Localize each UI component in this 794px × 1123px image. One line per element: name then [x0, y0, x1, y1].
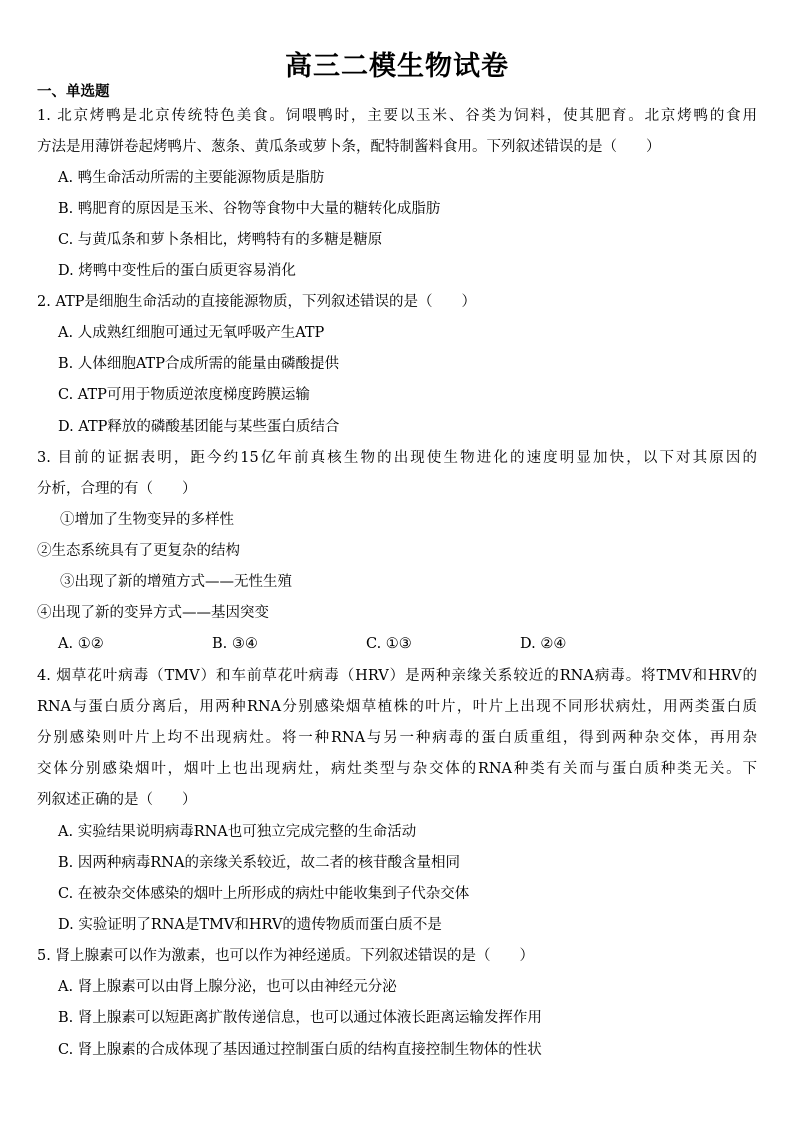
q1-option-b: B. 鸭肥育的原因是玉米、谷物等食物中大量的糖转化成脂肪: [58, 201, 441, 217]
q2-option-b: B. 人体细胞ATP合成所需的能量由磷酸提供: [58, 356, 339, 372]
q3-statement-1: ①增加了生物变异的多样性: [60, 512, 234, 528]
q4-option-c: C. 在被杂交体感染的烟叶上所形成的病灶中能收集到子代杂交体: [58, 886, 470, 902]
q2-stem-line1: 2. ATP是细胞生命活动的直接能源物质，下列叙述错误的是（ ）: [37, 294, 477, 310]
q4-stem-line2: RNA与蛋白质分离后，用两种RNA分别感染烟草植株的叶片，叶片上出现不同形状病灶，用两类蛋白质: [37, 699, 757, 715]
q3-stem-line1: 3. 目前的证据表明，距今约15亿年前真核生物的出现使生物进化的速度明显加快，以下对其原因的: [37, 450, 757, 466]
q4-stem-line1: 4. 烟草花叶病毒（TMV）和车前草花叶病毒（HRV）是两种亲缘关系较近的RNA病毒。将TMV和HRV的: [37, 668, 757, 684]
q1-stem-line1: 1. 北京烤鸭是北京传统特色美食。饲喂鸭时，主要以玉米、谷类为饲料，使其肥育。北京烤鸭的食用: [37, 108, 757, 124]
section-heading: 一、单选题: [37, 84, 110, 100]
q4-stem-line4: 交体分别感染烟叶，烟叶上也出现病灶，病灶类型与杂交体的RNA种类有关而与蛋白质种类无关。下: [37, 761, 757, 777]
q3-option-b: B. ③④: [212, 636, 258, 652]
q2-option-d: D. ATP释放的磷酸基团能与某些蛋白质结合: [58, 419, 340, 435]
q4-stem-line3: 分别感染则叶片上均不出现病灶。将一种RNA与另一种病毒的蛋白质重组，得到两种杂交体，再用杂: [37, 730, 757, 746]
q1-option-a: A. 鸭生命活动所需的主要能源物质是脂肪: [58, 170, 325, 186]
q5-option-a: A. 肾上腺素可以由肾上腺分泌，也可以由神经元分泌: [58, 979, 397, 995]
q3-statement-2: ②生态系统具有了更复杂的结构: [37, 543, 240, 559]
q2-option-c: C. ATP可用于物质逆浓度梯度跨膜运输: [58, 387, 310, 403]
q5-stem-line1: 5. 肾上腺素可以作为激素，也可以作为神经递质。下列叙述错误的是（ ）: [37, 948, 534, 964]
q1-stem-line2: 方法是用薄饼卷起烤鸭片、葱条、黄瓜条或萝卜条，配特制酱料食用。下列叙述错误的是（ ）: [37, 139, 661, 155]
q3-option-c: C. ①③: [366, 636, 412, 652]
q5-option-c: C. 肾上腺素的合成体现了基因通过控制蛋白质的结构直接控制生物体的性状: [58, 1042, 542, 1058]
page-title: 高三二模生物试卷: [285, 51, 509, 82]
q4-option-b: B. 因两种病毒RNA的亲缘关系较近，故二者的核苷酸含量相同: [58, 855, 460, 871]
q4-option-a: A. 实验结果说明病毒RNA也可独立完成完整的生命活动: [58, 824, 417, 840]
q1-option-d: D. 烤鸭中变性后的蛋白质更容易消化: [58, 263, 296, 279]
q3-option-d: D. ②④: [520, 636, 567, 652]
q3-option-a: A. ①②: [58, 636, 104, 652]
q4-option-d: D. 实验证明了RNA是TMV和HRV的遗传物质而蛋白质不是: [58, 917, 442, 933]
q5-option-b: B. 肾上腺素可以短距离扩散传递信息，也可以通过体液长距离运输发挥作用: [58, 1010, 542, 1026]
q3-stem-line2: 分析，合理的有（ ）: [37, 481, 197, 497]
q2-option-a: A. 人成熟红细胞可通过无氧呼吸产生ATP: [58, 325, 325, 341]
q4-stem-line5: 列叙述正确的是（ ）: [37, 792, 197, 808]
q3-statement-3: ③出现了新的增殖方式——无性生殖: [60, 574, 292, 590]
q1-option-c: C. 与黄瓜条和萝卜条相比，烤鸭特有的多糖是糖原: [58, 232, 383, 248]
q3-statement-4: ④出现了新的变异方式——基因突变: [37, 605, 269, 621]
